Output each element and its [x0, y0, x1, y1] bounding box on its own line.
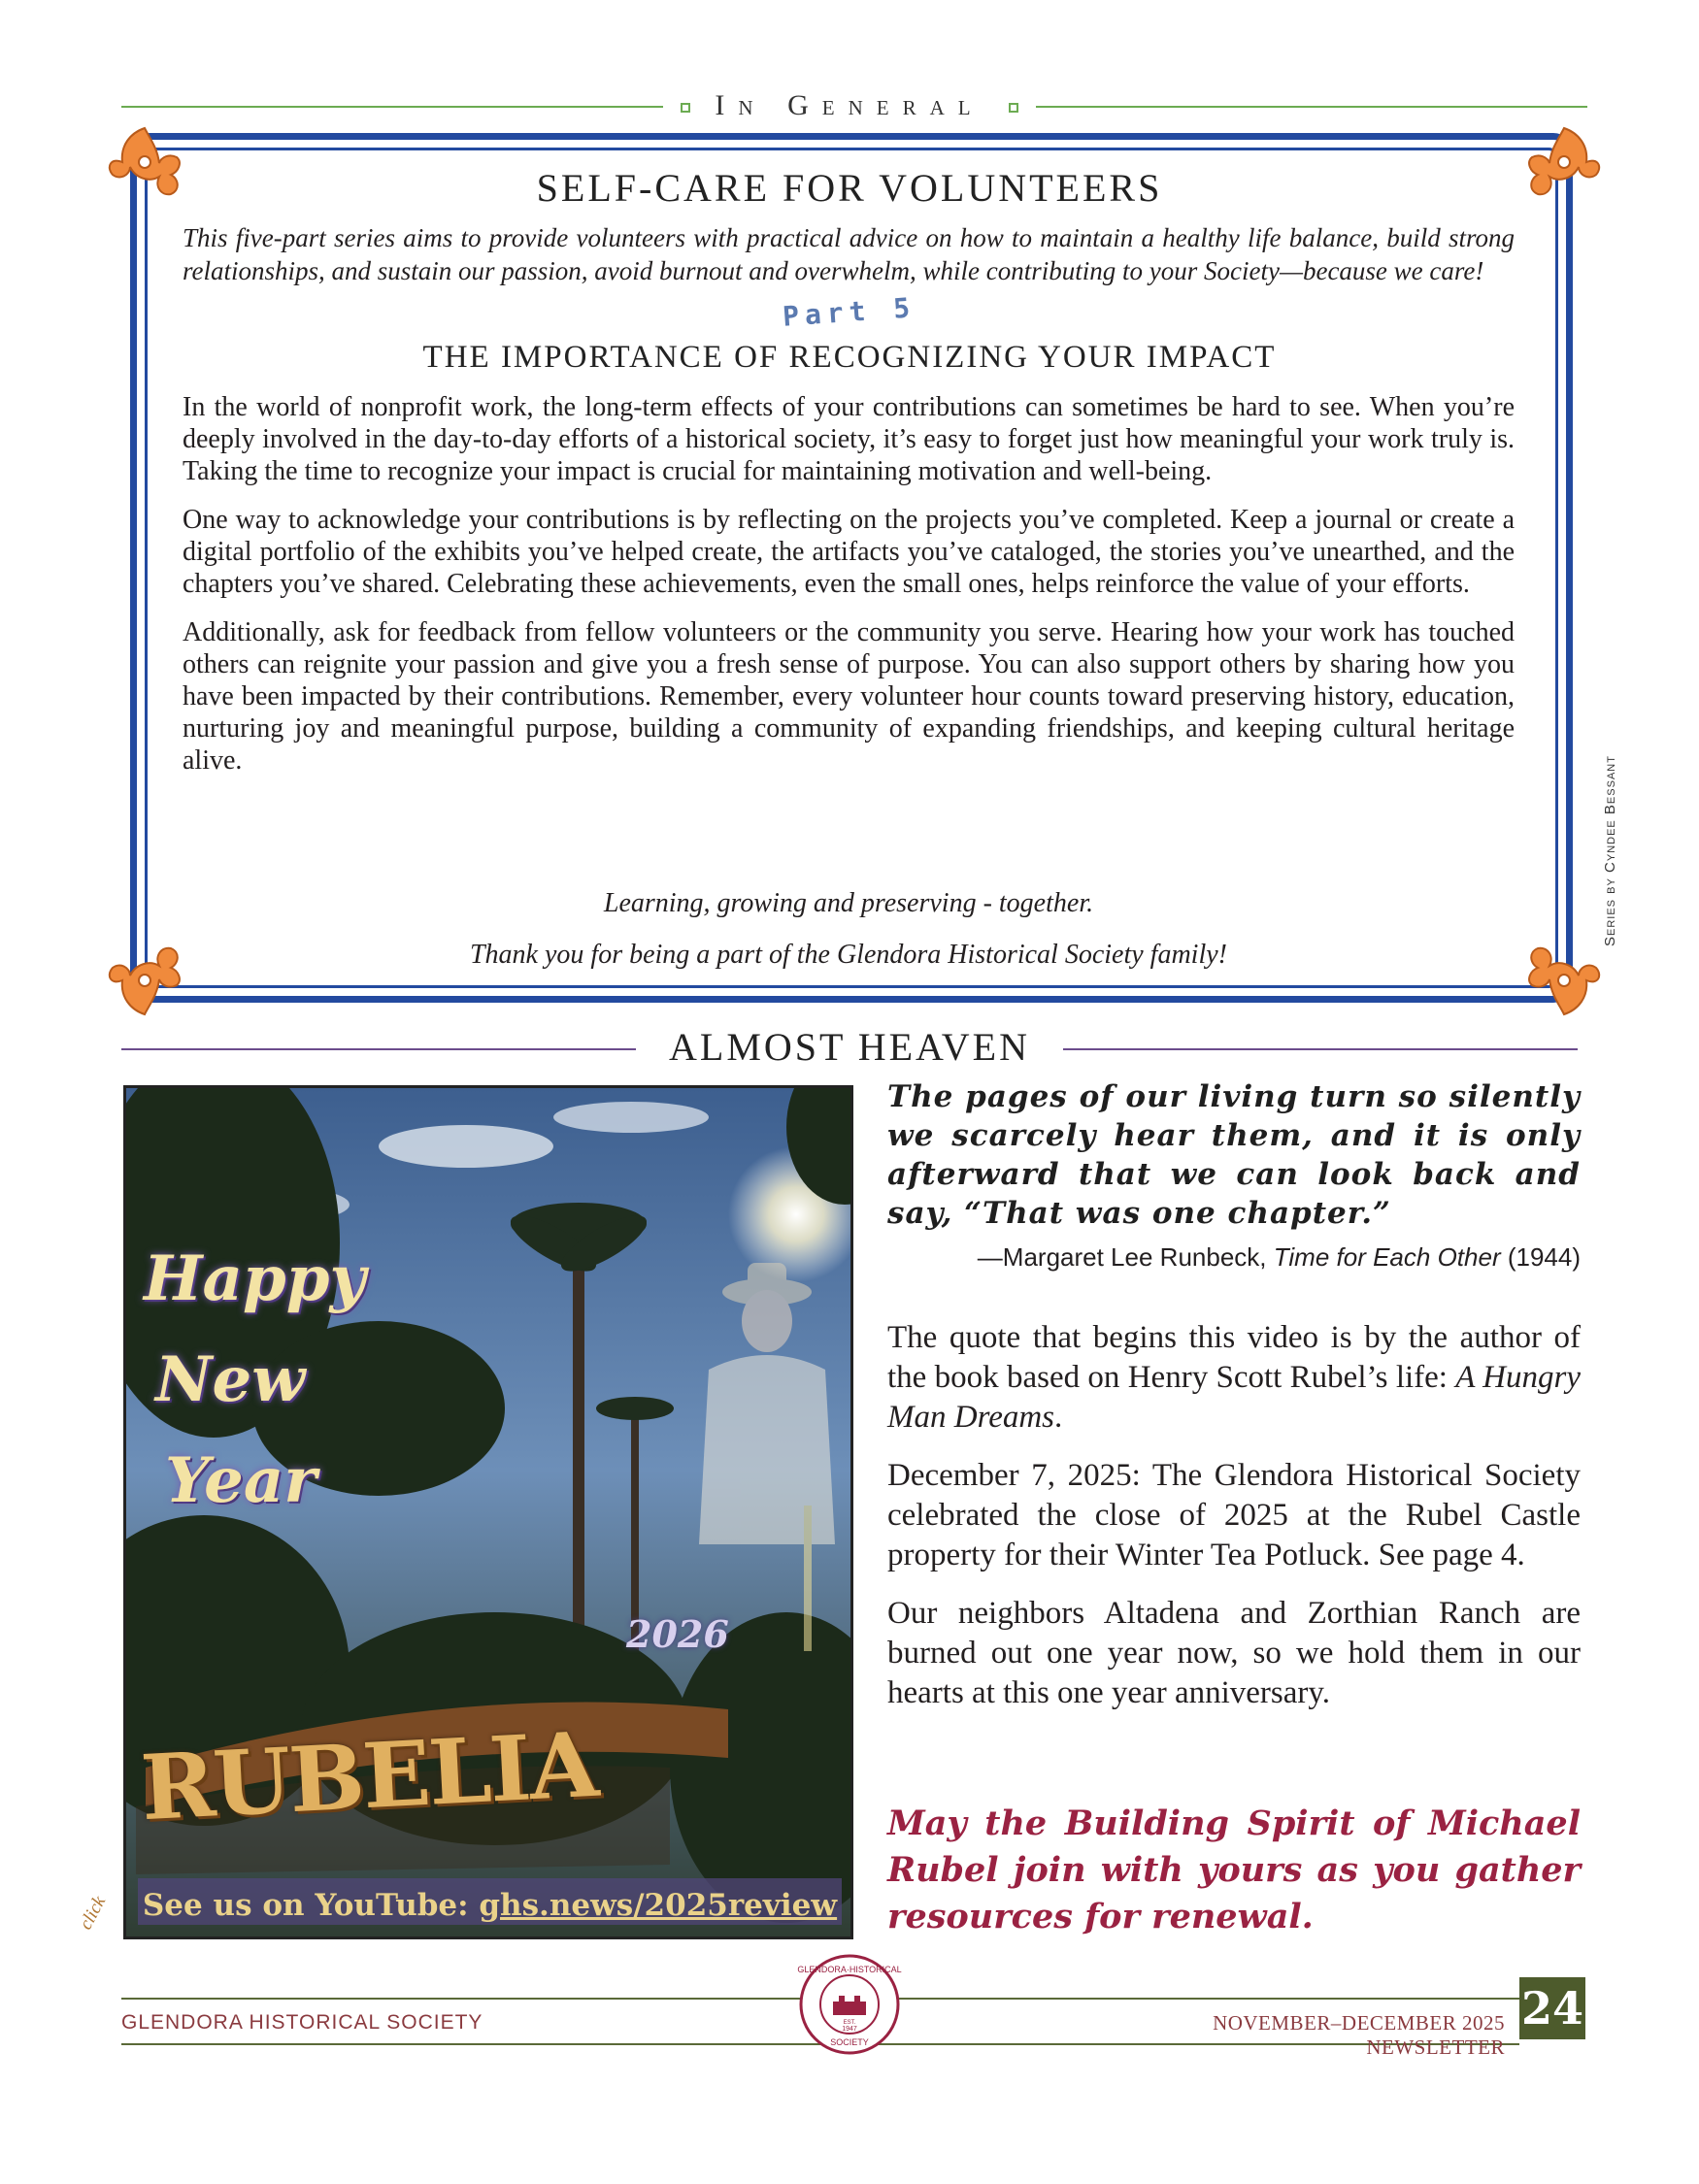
- article-paragraph: December 7, 2025: The Glendora Historical Society celebrated the close of 2025 at the Rubel Castle property for their Winter Tea Potluck. See page 4.: [887, 1458, 1581, 1572]
- closing-line: Learning, growing and preserving - together.: [603, 888, 1094, 918]
- book-title: A Hungry Man Dreams: [887, 1360, 1581, 1435]
- youtube-prefix: See us on YouTube:: [142, 1888, 469, 1923]
- box-paragraph: One way to acknowledge your contributions is by reflecting on the projects you’ve completed. Keep a journal or create a digital portfolio of the exhibits you’ve helped create, the artifacts you’ve cataloged, the stories you’ve unearthed, and the chapters you’ve shared. Celebrating these achievements, even the small ones, helps reinforce the value of your efforts.: [183, 505, 1515, 599]
- greeting-word: Happy: [144, 1242, 366, 1315]
- corner-ornament-icon: [1520, 937, 1608, 1024]
- part-tag: Part 5: [782, 291, 917, 333]
- section-header-label: In General: [715, 89, 984, 121]
- footer-issue: NOVEMBER–DECEMBER 2025 NEWSLETTER: [1213, 2011, 1505, 2059]
- article-paragraph: Our neighbors Altadena and Zorthian Ranch are burned out one year now, so we hold them in our hearts at this one year anniversary.: [887, 1596, 1581, 1710]
- article-body: [887, 1318, 1581, 1732]
- closing-line: Thank you for being a part of the Glendora Historical Society family!: [469, 940, 1227, 970]
- quote: The pages of our living turn so silently we scarcely hear them, and it is only afterward that we can look back and say, “That was one chapter.”: [887, 1079, 1581, 1231]
- seal-est-text: EST.: [843, 2020, 856, 2026]
- society-seal-icon: [796, 1951, 903, 2058]
- attribution-author: —Margaret Lee Runbeck,: [977, 1242, 1267, 1272]
- page-number: 24: [1519, 1977, 1585, 2039]
- quote-attribution: [887, 1242, 1581, 1273]
- click-label: click: [75, 1893, 111, 1934]
- box-subtitle: THE IMPORTANCE OF RECOGNIZING YOUR IMPACT: [422, 340, 1277, 375]
- greeting-word: New: [155, 1343, 306, 1416]
- greeting-word: Year: [165, 1444, 317, 1517]
- seal-top-text: GLENDORA·HISTORICAL: [797, 1965, 902, 1974]
- footer-org: GLENDORA HISTORICAL SOCIETY: [121, 2011, 483, 2034]
- paragraph-end: .: [1054, 1400, 1063, 1435]
- article-paragraph: [887, 1318, 1581, 1438]
- blessing-text: May the Building Spirit of Michael Rubel join with yours as you gather resources for renewal.: [887, 1803, 1581, 1936]
- square-ornament-icon: [681, 103, 690, 113]
- box-intro: This five-part series aims to provide volunteers with practical advice on how to maintain a healthy life balance, build strong relationships, and sustain our passion, avoid burnout and overwhelm, while contributing to your Society—because we care!: [183, 223, 1515, 285]
- corner-ornament-icon: [101, 937, 188, 1024]
- youtube-link[interactable]: ghs.news/2025review: [479, 1888, 838, 1923]
- series-credit: Series by Cyndee Bessant: [1602, 755, 1618, 946]
- almost-heaven-title: ALMOST HEAVEN: [669, 1025, 1030, 1069]
- box-paragraph: In the world of nonprofit work, the long-term effects of your contributions can sometimes be hard to see. When you’re deeply involved in the day-to-day efforts of a historical society, it’s easy to forget just how meaningful your work truly is. Taking the time to recognize your impact is crucial for maintaining motivation and well-being.: [183, 392, 1515, 486]
- section-header: [0, 89, 1699, 122]
- attribution-year: (1944): [1507, 1242, 1581, 1272]
- paragraph-text: The quote that begins this video is by the author of the book based on Henry Scott Rubel’s life:: [887, 1320, 1581, 1395]
- square-ornament-icon: [1009, 103, 1018, 113]
- rubelia-sign: RUBELIA: [138, 1711, 600, 1841]
- seal-year-text: 1947: [842, 2026, 857, 2033]
- box-paragraph: Additionally, ask for feedback from fellow volunteers or the community you serve. Hearing how your work has touched others can reignite your passion and give you a fresh sense of purpose. You can also support others by sharing how you have been impacted by their contributions. Remember, every volunteer hour counts toward preserving history, education, nurturing joy and meaningful purpose, building a community of expanding friendships, and keeping cultural heritage alive.: [183, 617, 1515, 776]
- video-thumbnail[interactable]: [123, 1085, 853, 1939]
- box-title: SELF-CARE FOR VOLUNTEERS: [536, 166, 1163, 210]
- year-text: 2026: [626, 1612, 729, 1656]
- greeting-text: [144, 1229, 366, 1532]
- attribution-work: Time for Each Other: [1273, 1242, 1501, 1272]
- box-body: [183, 391, 1515, 793]
- seal-bottom-text: SOCIETY: [830, 2037, 869, 2047]
- youtube-caption[interactable]: [138, 1888, 842, 1923]
